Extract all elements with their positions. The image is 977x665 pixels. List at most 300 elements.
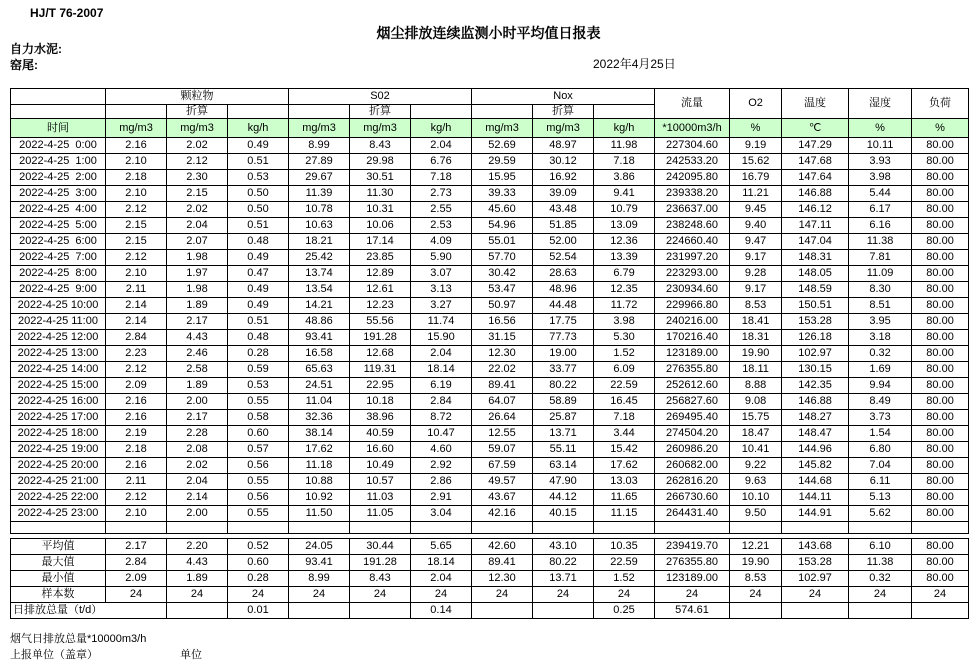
value-cell: 7.81 [849,250,912,266]
value-cell: 145.82 [782,458,849,474]
table-row [11,458,969,474]
value-cell: 80.22 [533,378,594,394]
value-cell: 80.00 [912,154,969,170]
value-cell: 10.47 [411,426,472,442]
value-cell: 13.74 [289,266,350,282]
value-cell: 0.58 [228,410,289,426]
header-empty-cell [11,105,106,119]
unit-cell: *10000m3/h [655,119,730,138]
value-cell: 0.57 [228,442,289,458]
value-cell: 10.31 [350,202,411,218]
value-cell: 0.49 [228,298,289,314]
value-cell: 0.51 [228,218,289,234]
value-cell: 15.95 [472,170,533,186]
unit-cell: mg/m3 [472,119,533,138]
value-cell: 0.47 [228,266,289,282]
value-cell: 80.00 [912,474,969,490]
empty-cell [228,522,289,534]
summary-value-cell: 123189.00 [655,571,730,587]
value-cell: 13.09 [594,218,655,234]
value-cell: 6.19 [411,378,472,394]
header-so2: S02 [289,89,472,105]
value-cell: 10.41 [730,442,782,458]
value-cell: 2.14 [106,314,167,330]
value-cell: 38.14 [289,426,350,442]
page-title: 烟尘排放连续监测小时平均值日报表 [376,25,601,41]
summary-value-cell: 24 [472,587,533,603]
value-cell: 26.64 [472,410,533,426]
value-cell: 40.15 [533,506,594,522]
daily-total-value-cell [167,603,228,619]
value-cell: 48.96 [533,282,594,298]
value-cell: 6.16 [849,218,912,234]
daily-total-value-cell [472,603,533,619]
value-cell: 51.85 [533,218,594,234]
value-cell: 2.53 [411,218,472,234]
unit-cell: % [912,119,969,138]
table-row [11,154,969,170]
summary-value-cell: 24 [730,587,782,603]
value-cell: 236637.00 [655,202,730,218]
summary-value-cell: 0.60 [228,555,289,571]
empty-cell [411,522,472,534]
value-cell: 2.08 [167,442,228,458]
daily-total-value-cell: 0.25 [594,603,655,619]
value-cell: 0.55 [228,506,289,522]
table-row [11,394,969,410]
value-cell: 12.36 [594,234,655,250]
value-cell: 240216.00 [655,314,730,330]
value-cell: 32.36 [289,410,350,426]
value-cell: 29.98 [350,154,411,170]
table-row [11,282,969,298]
value-cell: 59.07 [472,442,533,458]
value-cell: 77.73 [533,330,594,346]
value-cell: 9.45 [730,202,782,218]
time-cell: 2022-4-25 1:00 [11,154,106,170]
table-row [11,506,969,522]
value-cell: 2.09 [106,378,167,394]
value-cell: 43.48 [533,202,594,218]
value-cell: 1.97 [167,266,228,282]
time-cell: 2022-4-25 0:00 [11,138,106,154]
header-empty-cell [11,89,106,105]
value-cell: 2.12 [106,362,167,378]
summary-value-cell: 19.90 [730,555,782,571]
value-cell: 80.00 [912,490,969,506]
header-empty-cell [106,105,167,119]
value-cell: 11.04 [289,394,350,410]
summary-value-cell: 4.43 [167,555,228,571]
summary-value-cell: 24 [782,587,849,603]
hourly-rows [11,138,969,534]
value-cell: 2.10 [106,506,167,522]
summary-value-cell: 8.53 [730,571,782,587]
summary-label: 样本数 [11,587,106,603]
value-cell: 269495.40 [655,410,730,426]
header-load: 负荷 [912,89,969,119]
empty-cell [106,522,167,534]
value-cell: 2.04 [411,346,472,362]
value-cell: 33.77 [533,362,594,378]
value-cell: 2.19 [106,426,167,442]
value-cell: 2.17 [167,314,228,330]
value-cell: 11.03 [350,490,411,506]
value-cell: 0.50 [228,186,289,202]
table-row [11,202,969,218]
value-cell: 2.11 [106,282,167,298]
summary-value-cell: 2.84 [106,555,167,571]
value-cell: 146.12 [782,202,849,218]
value-cell: 148.59 [782,282,849,298]
value-cell: 3.04 [411,506,472,522]
value-cell: 276355.80 [655,362,730,378]
unit-cell: kg/h [594,119,655,138]
value-cell: 80.00 [912,298,969,314]
value-cell: 13.71 [533,426,594,442]
unit-cell: % [849,119,912,138]
report-tables [10,88,969,619]
value-cell: 4.43 [167,330,228,346]
table-row [11,298,969,314]
header-time: 时间 [11,119,106,138]
value-cell: 17.14 [350,234,411,250]
value-cell: 16.58 [289,346,350,362]
time-cell: 2022-4-25 18:00 [11,426,106,442]
value-cell: 260682.00 [655,458,730,474]
value-cell: 80.00 [912,202,969,218]
value-cell: 10.11 [849,138,912,154]
empty-cell [849,522,912,534]
summary-value-cell: 24 [167,587,228,603]
value-cell: 2.18 [106,442,167,458]
unit-cell: kg/h [411,119,472,138]
value-cell: 102.97 [782,346,849,362]
value-cell: 2.10 [106,266,167,282]
value-cell: 3.98 [849,170,912,186]
table-row [11,378,969,394]
report-date: 2022年4月25日 [593,57,676,71]
value-cell: 0.60 [228,426,289,442]
value-cell: 29.67 [289,170,350,186]
table-row [11,474,969,490]
time-cell: 2022-4-25 16:00 [11,394,106,410]
time-cell: 2022-4-25 2:00 [11,170,106,186]
value-cell: 12.23 [350,298,411,314]
table-row [11,362,969,378]
unit-cell: mg/m3 [106,119,167,138]
summary-row-daily-total [11,603,969,619]
summary-value-cell: 0.52 [228,539,289,555]
value-cell: 2.07 [167,234,228,250]
value-cell: 13.39 [594,250,655,266]
value-cell: 144.68 [782,474,849,490]
summary-value-cell: 89.41 [472,555,533,571]
value-cell: 2.17 [167,410,228,426]
value-cell: 28.63 [533,266,594,282]
value-cell: 14.21 [289,298,350,314]
header-o2: O2 [730,89,782,119]
value-cell: 2.12 [106,250,167,266]
value-cell: 3.18 [849,330,912,346]
value-cell: 11.98 [594,138,655,154]
time-cell: 2022-4-25 11:00 [11,314,106,330]
value-cell: 80.00 [912,234,969,250]
value-cell: 80.00 [912,330,969,346]
value-cell: 6.80 [849,442,912,458]
table-header [11,89,969,138]
value-cell: 50.97 [472,298,533,314]
summary-value-cell: 80.00 [912,571,969,587]
value-cell: 0.48 [228,330,289,346]
value-cell: 5.90 [411,250,472,266]
value-cell: 146.88 [782,186,849,202]
value-cell: 80.00 [912,458,969,474]
summary-value-cell: 191.28 [350,555,411,571]
value-cell: 242095.80 [655,170,730,186]
value-cell: 1.89 [167,298,228,314]
value-cell: 0.49 [228,282,289,298]
value-cell: 39.09 [533,186,594,202]
value-cell: 22.02 [472,362,533,378]
value-cell: 2.12 [167,154,228,170]
value-cell: 80.00 [912,394,969,410]
value-cell: 10.63 [289,218,350,234]
summary-value-cell: 2.20 [167,539,228,555]
summary-value-cell: 10.35 [594,539,655,555]
unit-cell: ℃ [782,119,849,138]
value-cell: 12.89 [350,266,411,282]
value-cell: 2.84 [411,394,472,410]
summary-value-cell: 2.17 [106,539,167,555]
value-cell: 54.96 [472,218,533,234]
daily-total-value-cell: 0.14 [411,603,472,619]
value-cell: 80.00 [912,266,969,282]
value-cell: 0.59 [228,362,289,378]
value-cell: 144.91 [782,506,849,522]
value-cell: 147.04 [782,234,849,250]
value-cell: 170216.40 [655,330,730,346]
value-cell: 12.55 [472,426,533,442]
value-cell: 18.31 [730,330,782,346]
value-cell: 231997.20 [655,250,730,266]
value-cell: 142.35 [782,378,849,394]
table-row [11,250,969,266]
summary-value-cell: 102.97 [782,571,849,587]
value-cell: 274504.20 [655,426,730,442]
value-cell: 147.29 [782,138,849,154]
empty-cell [533,522,594,534]
value-cell: 148.31 [782,250,849,266]
value-cell: 3.13 [411,282,472,298]
time-cell: 2022-4-25 20:00 [11,458,106,474]
summary-value-cell: 24 [655,587,730,603]
flue-gas-total-note: 烟气日排放总量*10000m3/h [10,633,147,645]
value-cell: 2.16 [106,138,167,154]
table-row [11,346,969,362]
value-cell: 2.58 [167,362,228,378]
value-cell: 9.17 [730,250,782,266]
value-cell: 29.59 [472,154,533,170]
value-cell: 16.92 [533,170,594,186]
value-cell: 2.02 [167,138,228,154]
value-cell: 11.65 [594,490,655,506]
value-cell: 80.00 [912,218,969,234]
value-cell: 2.16 [106,410,167,426]
summary-row-min [11,571,969,587]
value-cell: 12.35 [594,282,655,298]
value-cell: 148.27 [782,410,849,426]
value-cell: 10.78 [289,202,350,218]
value-cell: 43.67 [472,490,533,506]
value-cell: 80.00 [912,410,969,426]
value-cell: 0.49 [228,138,289,154]
value-cell: 44.48 [533,298,594,314]
value-cell: 23.85 [350,250,411,266]
header-empty-cell [472,105,533,119]
summary-value-cell: 43.10 [533,539,594,555]
value-cell: 2.86 [411,474,472,490]
empty-cell [782,522,849,534]
value-cell: 2.04 [167,218,228,234]
value-cell: 2.84 [106,330,167,346]
value-cell: 15.75 [730,410,782,426]
value-cell: 2.23 [106,346,167,362]
value-cell: 18.11 [730,362,782,378]
value-cell: 11.39 [289,186,350,202]
value-cell: 223293.00 [655,266,730,282]
summary-row-avg [11,539,969,555]
value-cell: 119.31 [350,362,411,378]
value-cell: 57.70 [472,250,533,266]
value-cell: 3.27 [411,298,472,314]
daily-total-value-cell [533,603,594,619]
company-label: 自力水泥: [10,42,62,56]
summary-value-cell: 80.22 [533,555,594,571]
value-cell: 2.18 [106,170,167,186]
header-empty-cell [594,105,655,119]
value-cell: 9.41 [594,186,655,202]
value-cell: 2.15 [106,218,167,234]
value-cell: 17.62 [594,458,655,474]
value-cell: 18.21 [289,234,350,250]
value-cell: 80.00 [912,138,969,154]
summary-value-cell: 6.10 [849,539,912,555]
time-cell: 2022-4-25 19:00 [11,442,106,458]
value-cell: 12.68 [350,346,411,362]
value-cell: 6.09 [594,362,655,378]
summary-label: 最大值 [11,555,106,571]
unit-cell: mg/m3 [167,119,228,138]
time-cell: 2022-4-25 12:00 [11,330,106,346]
summary-value-cell: 18.14 [411,555,472,571]
value-cell: 40.59 [350,426,411,442]
value-cell: 55.56 [350,314,411,330]
summary-value-cell: 24 [533,587,594,603]
value-cell: 0.55 [228,474,289,490]
value-cell: 5.30 [594,330,655,346]
daily-total-value-cell [289,603,350,619]
value-cell: 148.05 [782,266,849,282]
summary-value-cell: 1.52 [594,571,655,587]
value-cell: 2.11 [106,474,167,490]
summary-value-cell: 12.30 [472,571,533,587]
summary-value-cell: 8.43 [350,571,411,587]
summary-value-cell: 13.71 [533,571,594,587]
unit-cell: % [730,119,782,138]
value-cell: 147.68 [782,154,849,170]
value-cell: 0.32 [849,346,912,362]
value-cell: 27.89 [289,154,350,170]
value-cell: 2.28 [167,426,228,442]
value-cell: 2.15 [106,234,167,250]
value-cell: 2.00 [167,394,228,410]
table-row [11,330,969,346]
value-cell: 0.28 [228,346,289,362]
summary-value-cell: 12.21 [730,539,782,555]
value-cell: 0.56 [228,490,289,506]
time-cell: 2022-4-25 10:00 [11,298,106,314]
value-cell: 80.00 [912,506,969,522]
value-cell: 2.10 [106,154,167,170]
value-cell: 262816.20 [655,474,730,490]
header-humidity: 湿度 [849,89,912,119]
header-conversion-pm: 折算 [167,105,228,119]
value-cell: 3.95 [849,314,912,330]
value-cell: 224660.40 [655,234,730,250]
value-cell: 18.41 [730,314,782,330]
value-cell: 11.05 [350,506,411,522]
value-cell: 9.17 [730,282,782,298]
empty-cell [167,522,228,534]
value-cell: 8.53 [730,298,782,314]
value-cell: 64.07 [472,394,533,410]
value-cell: 9.40 [730,218,782,234]
time-cell: 2022-4-25 14:00 [11,362,106,378]
summary-value-cell: 1.89 [167,571,228,587]
value-cell: 10.57 [350,474,411,490]
table-row [11,426,969,442]
value-cell: 3.44 [594,426,655,442]
header-empty-cell [411,105,472,119]
value-cell: 0.48 [228,234,289,250]
header-conversion-nox: 折算 [533,105,594,119]
value-cell: 18.14 [411,362,472,378]
value-cell: 55.01 [472,234,533,250]
value-cell: 15.90 [411,330,472,346]
unit-cell: mg/m3 [533,119,594,138]
summary-value-cell: 276355.80 [655,555,730,571]
summary-value-cell: 24 [289,587,350,603]
value-cell: 53.47 [472,282,533,298]
value-cell: 10.18 [350,394,411,410]
value-cell: 147.11 [782,218,849,234]
value-cell: 10.49 [350,458,411,474]
value-cell: 6.76 [411,154,472,170]
value-cell: 3.86 [594,170,655,186]
value-cell: 52.54 [533,250,594,266]
value-cell: 49.57 [472,474,533,490]
value-cell: 8.43 [350,138,411,154]
value-cell: 17.75 [533,314,594,330]
value-cell: 63.14 [533,458,594,474]
table-row [11,266,969,282]
value-cell: 10.06 [350,218,411,234]
value-cell: 126.18 [782,330,849,346]
empty-cell [655,522,730,534]
table-row [11,218,969,234]
value-cell: 2.10 [106,186,167,202]
